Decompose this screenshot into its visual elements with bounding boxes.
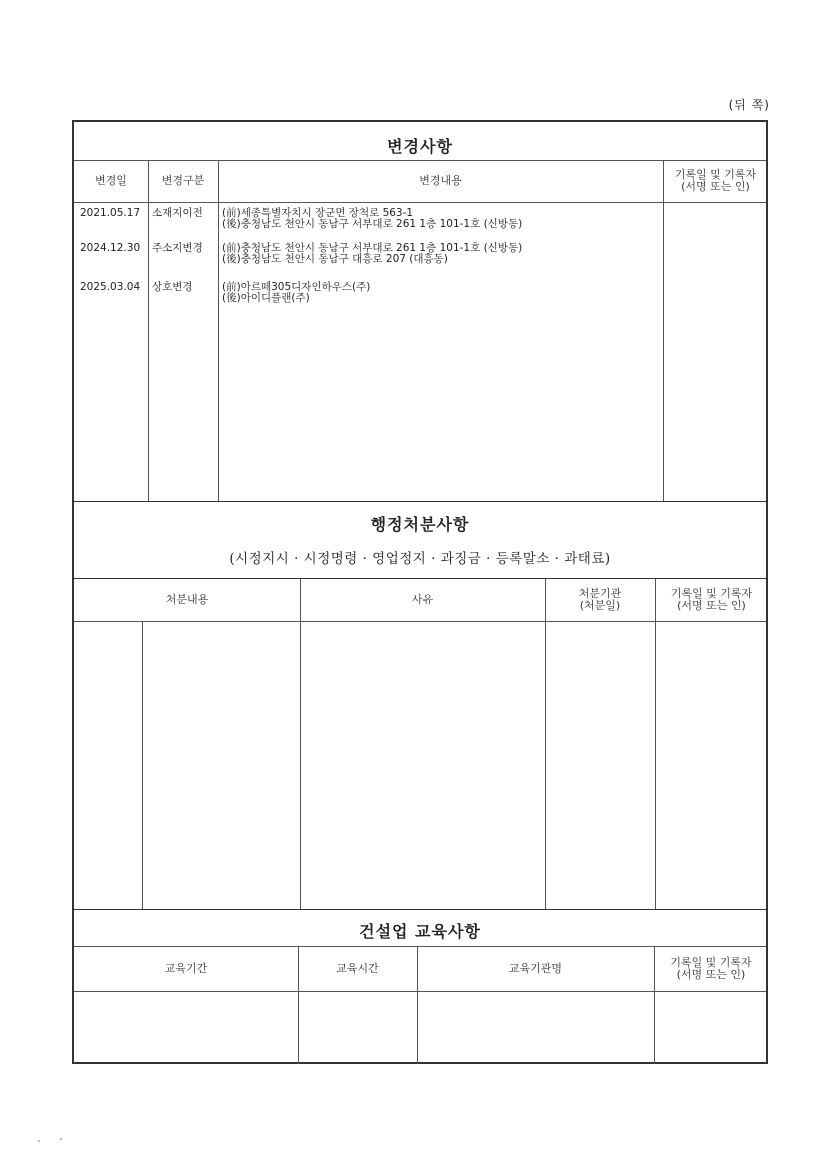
header-agency-line1: 처분기관 [578,587,622,600]
change-before: (前)세종특별자치시 장군면 장척로 563-1 [222,207,414,219]
header-record-line2: (서명 또는 인) [681,180,750,193]
column-divider [298,947,299,1064]
change-after: (後)충청남도 천안시 동남구 서부대로 261 1층 101-1호 (신방동) [222,218,523,230]
change-before: (前)충청남도 천안시 동남구 서부대로 261 1층 101-1호 (신방동) [222,242,523,254]
column-divider [663,161,664,501]
scan-speck [60,1138,62,1140]
section-divider [74,501,766,502]
header-record-line1: 기록일 및 기록자 [670,587,753,600]
change-after: (後)아이디플랜(주) [222,292,310,304]
header-disposition-agency [545,579,655,621]
column-divider [417,947,418,1064]
header-change-content: 변경내용 [419,174,462,187]
admin-section-title: 행정처분사항 [370,515,470,534]
admin-section-subtitle: (시정지시 · 시정명령 · 영업정지 · 과징금 · 등록말소 · 과태료) [229,551,611,567]
divider [74,621,766,622]
column-divider [142,622,143,909]
change-date: 2025.03.04 [80,281,141,293]
header-change-record [663,161,768,201]
registration-back-form [72,120,768,1064]
scan-speck [38,1140,40,1142]
header-record-line2: (서명 또는 인) [676,968,746,981]
header-agency-line2: (처분일) [579,599,621,612]
divider [74,991,766,992]
change-after: (後)충청남도 천안시 동남구 대흥로 207 (대흥동) [222,253,448,265]
header-education-period: 교육기간 [164,962,208,975]
change-date: 2021.05.17 [80,207,141,219]
header-change-type: 변경구분 [161,174,205,187]
education-section-title: 건설업 교육사항 [359,922,481,941]
page-side-label: (뒤 쪽) [728,98,770,112]
column-divider [218,161,219,501]
changes-section-title: 변경사항 [387,137,453,156]
header-record-line1: 기록일 및 기록자 [674,168,757,181]
change-type: 상호변경 [152,281,193,293]
header-education-record [654,947,768,991]
header-disposition-content: 처분내용 [165,593,209,606]
header-record-line2: (서명 또는 인) [677,599,746,612]
header-record-line1: 기록일 및 기록자 [670,956,752,969]
change-before: (前)아르떼305디자인하우스(주) [222,281,371,293]
column-divider [148,161,149,501]
header-education-institution: 교육기관명 [508,962,563,975]
header-disposition-record [655,579,768,621]
header-education-hours: 교육시간 [336,962,379,975]
header-change-date: 변경일 [95,174,127,187]
header-disposition-reason: 사유 [411,593,434,606]
column-divider [655,579,656,909]
section-divider [74,909,766,910]
column-divider [654,947,655,1064]
column-divider [545,579,546,909]
change-date: 2024.12.30 [80,242,141,254]
column-divider [300,579,301,909]
change-type: 소재지이전 [152,207,203,219]
change-type: 주소지변경 [152,242,203,254]
